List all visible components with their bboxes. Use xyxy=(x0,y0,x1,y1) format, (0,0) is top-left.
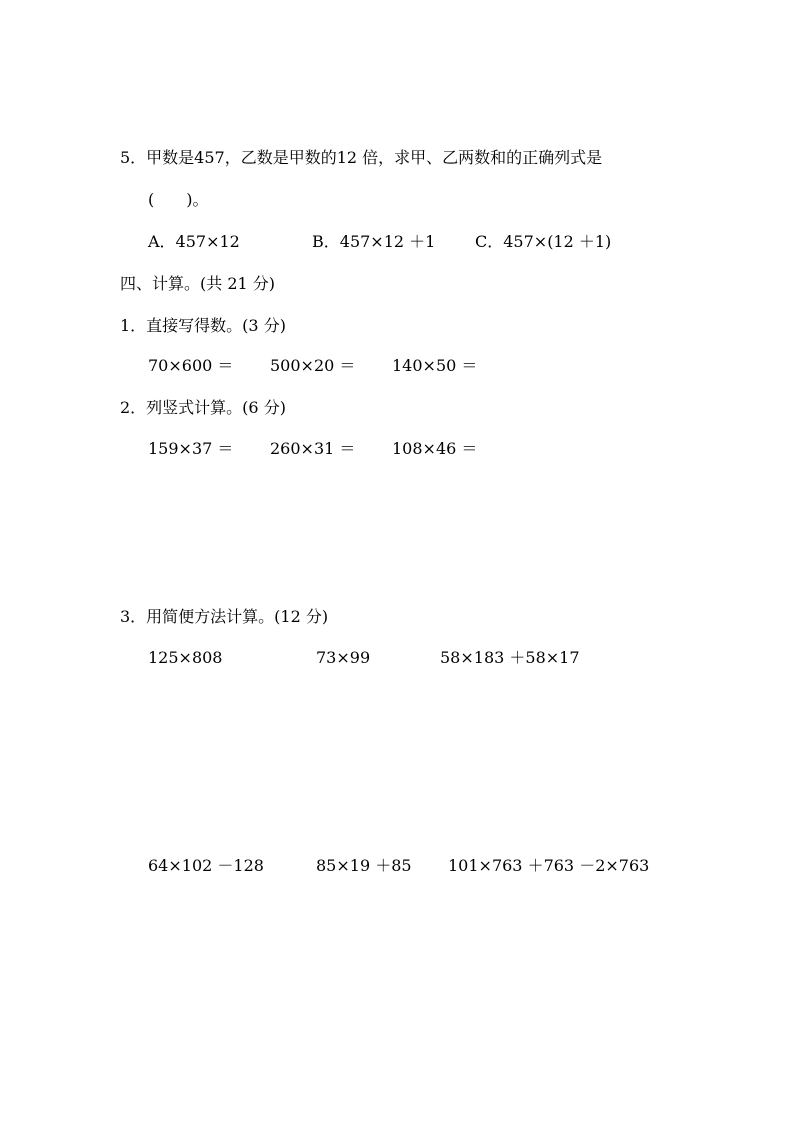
part3-item: 85×19 ＋85 xyxy=(316,856,412,875)
part2-item: 159×37 ＝ xyxy=(148,439,234,458)
part2-item: 260×31 ＝ xyxy=(270,439,356,458)
q5-option-a: A．457×12 xyxy=(148,232,240,251)
part2-item: 108×46 ＝ xyxy=(392,439,478,458)
part3-item: 125×808 xyxy=(148,648,223,667)
part1-item: 140×50 ＝ xyxy=(392,356,478,375)
part1-item: 70×600 ＝ xyxy=(148,356,234,375)
part3-title: 3．用简便方法计算。(12 分) xyxy=(120,607,329,626)
q5-option-c: C．457×(12 ＋1) xyxy=(475,232,612,251)
part1-title: 1．直接写得数。(3 分) xyxy=(120,316,286,335)
part3-item: 58×183 ＋58×17 xyxy=(440,648,580,667)
q5-option-b: B．457×12 ＋1 xyxy=(312,232,436,251)
part3-item: 101×763 ＋763 －2×763 xyxy=(448,856,650,875)
part3-item: 73×99 xyxy=(316,648,371,667)
part1-item: 500×20 ＝ xyxy=(270,356,356,375)
section4-heading: 四、计算。(共 21 分) xyxy=(120,274,276,293)
part3-item: 64×102 －128 xyxy=(148,856,264,875)
q5-stem: 5．甲数是457，乙数是甲数的12 倍，求甲、乙两数和的正确列式是 xyxy=(120,148,603,167)
part2-title: 2．列竖式计算。(6 分) xyxy=(120,398,286,417)
q5-answer-blank: ( )。 xyxy=(148,190,209,209)
